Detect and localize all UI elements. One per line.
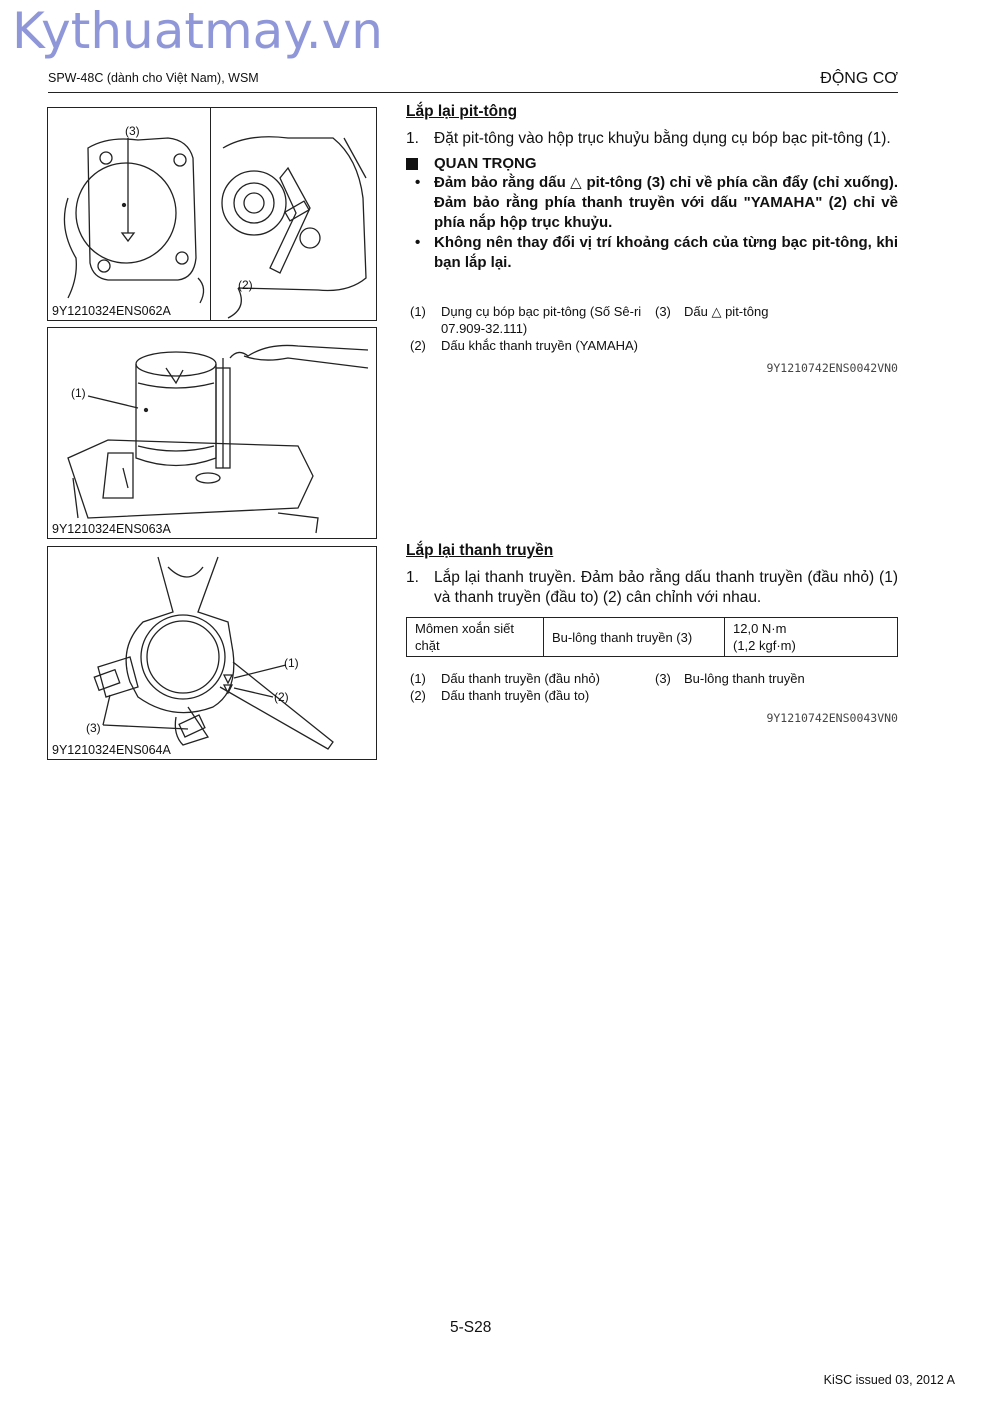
section1-legend — [410, 303, 898, 383]
important-bullet — [406, 233, 898, 273]
step-1 — [406, 129, 898, 149]
figure-caption: 9Y1210324ENS064A — [52, 743, 171, 757]
important-bullet — [406, 173, 898, 233]
step-text: Lắp lại thanh truyền. Đảm bảo rằng dấu thanh truyền (đầu nhỏ) (1) và thanh truyền (đầu to) (2) cân chỉnh với nhau. — [434, 569, 898, 606]
figure-connecting-rod — [47, 546, 377, 760]
square-bullet-icon — [406, 158, 418, 170]
document-code: 9Y1210742ENS0042VN0 — [766, 361, 898, 375]
label-1: (1) — [284, 656, 299, 670]
figure-divider — [210, 108, 211, 320]
bullet-dot-icon: • — [415, 174, 421, 191]
header-section-title: ĐỘNG CƠ — [820, 70, 898, 87]
torque-value — [725, 618, 898, 657]
legend-text: Dấu thanh truyền (đầu nhỏ) — [441, 671, 600, 686]
label-1: (1) — [71, 386, 86, 400]
legend-number: (3) — [655, 304, 671, 319]
torque-table — [406, 617, 898, 657]
header-rule — [48, 92, 898, 93]
legend-text: 07.909-32.111) — [441, 321, 528, 336]
label-3: (3) — [125, 124, 140, 138]
section-conrod-reassembly — [406, 542, 898, 608]
header-manual-title: SPW-48C (dành cho Việt Nam), WSM — [48, 71, 259, 85]
step-number: 1. — [406, 130, 419, 147]
legend-number: (2) — [410, 688, 426, 703]
page-number: 5-S28 — [450, 1319, 492, 1336]
important-label: QUAN TRỌNG — [434, 155, 537, 172]
step-number: 1. — [406, 569, 419, 586]
watermark-logo: Kythuatmay.vn — [12, 2, 383, 60]
section-title: Lắp lại thanh truyền — [406, 542, 554, 559]
figure-piston-mark — [47, 107, 377, 321]
label-2: (2) — [238, 278, 253, 292]
legend-text: Dụng cụ bóp bạc pit-tông (Số Sê-ri — [441, 304, 642, 319]
bullet-text: Đảm bảo rằng dấu △ pit-tông (3) chỉ về phía cần đẩy (chỉ xuống). Đảm bảo rằng phía thanh truyền với dấu "YAMAHA" (2) chỉ về phía nắp hộp trục khuỷu. — [434, 174, 898, 231]
figure-caption: 9Y1210324ENS063A — [52, 522, 171, 536]
legend-number: (1) — [410, 304, 426, 319]
figure-piston-mark-drawing — [48, 108, 378, 322]
step-text: Đặt pit-tông vào hộp trục khuỷu bằng dụng cụ bóp bạc pit-tông (1). — [434, 130, 891, 147]
figure-caption: 9Y1210324ENS062A — [52, 304, 171, 318]
bullet-text: Không nên thay đổi vị trí khoảng cách của từng bạc pit-tông, khi bạn lắp lại. — [434, 234, 898, 271]
legend-text: Dấu △ pit-tông — [684, 304, 769, 319]
section-piston-reassembly — [406, 103, 898, 273]
issued-note: KiSC issued 03, 2012 A — [823, 1373, 955, 1387]
figure-piston-ring-compressor — [47, 327, 377, 539]
legend-number: (3) — [655, 671, 671, 686]
label-2: (2) — [274, 690, 289, 704]
torque-value-kgf: (1,2 kgf·m) — [733, 638, 796, 653]
legend-text: Dấu thanh truyền (đầu to) — [441, 688, 590, 703]
legend-number: (2) — [410, 338, 426, 353]
figure-piston-ring-compressor-drawing — [48, 328, 378, 540]
torque-label: Mômen xoắn siết chặt — [407, 618, 544, 657]
important-heading — [406, 155, 898, 172]
torque-value-nm: 12,0 N·m — [733, 621, 787, 636]
document-code: 9Y1210742ENS0043VN0 — [766, 711, 898, 725]
table-row — [407, 618, 898, 657]
legend-text: Bu-lông thanh truyền — [684, 671, 805, 686]
torque-item: Bu-lông thanh truyền (3) — [544, 618, 725, 657]
legend-number: (1) — [410, 671, 426, 686]
section2-legend — [410, 670, 898, 726]
bullet-dot-icon: • — [415, 234, 421, 251]
step-1 — [406, 568, 898, 608]
legend-text: Dấu khắc thanh truyền (YAMAHA) — [441, 338, 639, 353]
section-title: Lắp lại pit-tông — [406, 103, 518, 120]
label-3: (3) — [86, 721, 101, 735]
